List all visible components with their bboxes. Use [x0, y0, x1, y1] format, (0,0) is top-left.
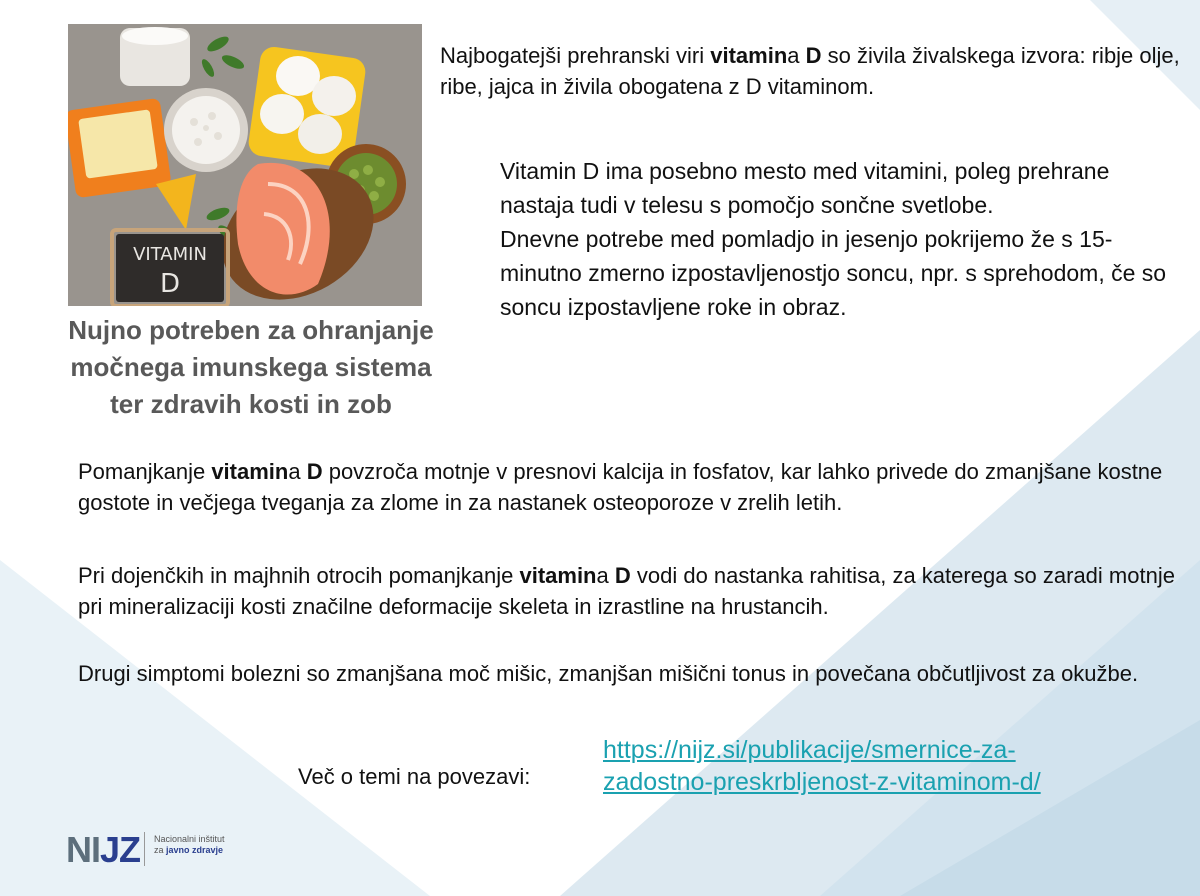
logo-subtitle-line-1: Nacionalni inštitut [154, 834, 225, 844]
nijz-publication-link[interactable] [603, 734, 1163, 798]
bold-run: vitamin [211, 459, 289, 484]
sunlight-line-1: Vitamin D ima posebno mesto med vitamini, poleg prehrane nastaja tudi v telesu s pomočjo sončne svetlobe. [500, 158, 1110, 218]
logo-subtitle-line-2 [154, 845, 264, 856]
food-sources-paragraph [440, 40, 1180, 102]
caption-line-3: ter zdravih kosti in zob [110, 389, 392, 419]
link-line-2[interactable]: zadostno-preskrbljenost-z-vitaminom-d/ [603, 768, 1041, 796]
photo-caption [40, 312, 462, 423]
bold-run: javno zdravje [166, 845, 224, 855]
nijz-logo [66, 829, 225, 870]
bold-run: D [614, 563, 631, 588]
logo-mark-jz: JZ [100, 829, 141, 870]
text-run: a [787, 43, 806, 68]
caption-line-2: močnega imunskega sistema [70, 352, 432, 382]
text-run: Pomanjkanje [78, 459, 212, 484]
text-run: za [154, 845, 167, 855]
deficiency-paragraph [78, 456, 1178, 518]
logo-divider [144, 832, 145, 866]
text-run: Najbogatejši prehranski viri [440, 43, 711, 68]
text-run: vodi do nastanka rahitisa, za katerega so zaradi motnje pri mineralizaciji kosti značilne deformacije skeleta in izrastline na hrustancih. [78, 563, 1175, 619]
bold-run: vitamin [519, 563, 597, 588]
symptoms-paragraph: Drugi simptomi bolezni so zmanjšana moč mišic, zmanjšan mišični tonus in povečana občutljivost za okužbe. [78, 661, 1139, 686]
caption-line-1: Nujno potreben za ohranjanje [68, 315, 434, 345]
logo-mark [66, 830, 140, 870]
sunlight-line-2: Dnevne potrebe med pomladjo in jesenjo pokrijemo že s 15-minutno zmerno izpostavljenostjo soncu, npr. s sprehodom, če so soncu izpostavljene roke in obraz. [500, 226, 1167, 320]
chalkboard-text-vitamin: VITAMIN [133, 244, 207, 265]
text-run: Pri dojenčkih in majhnih otrocih pomanjkanje [78, 563, 520, 588]
sunlight-paragraph [500, 154, 1180, 324]
text-run: so živila živalskega izvora: ribje olje, ribe, jajca in živila obogatena z D vitaminom. [440, 43, 1180, 99]
link-line-1[interactable]: https://nijz.si/publikacije/smernice-za- [603, 736, 1016, 764]
logo-subtitle [154, 834, 264, 856]
infants-paragraph [78, 560, 1178, 622]
chalkboard-text-d: D [159, 269, 181, 299]
bold-run: D [306, 459, 323, 484]
vitamin-d-food-photo [68, 24, 422, 306]
logo-mark-ni: NI [66, 829, 100, 870]
text-run: a [288, 459, 307, 484]
bold-run: vitamin [710, 43, 788, 68]
more-info-label: Več o temi na povezavi: [298, 764, 531, 789]
bold-run: D [805, 43, 822, 68]
text-run: a [596, 563, 615, 588]
text-run: povzroča motnje v presnovi kalcija in fosfatov, kar lahko privede do zmanjšane kostne gostote in večjega tveganja za zlome in za nastanek osteoporoze v zrelih letih. [78, 459, 1163, 515]
